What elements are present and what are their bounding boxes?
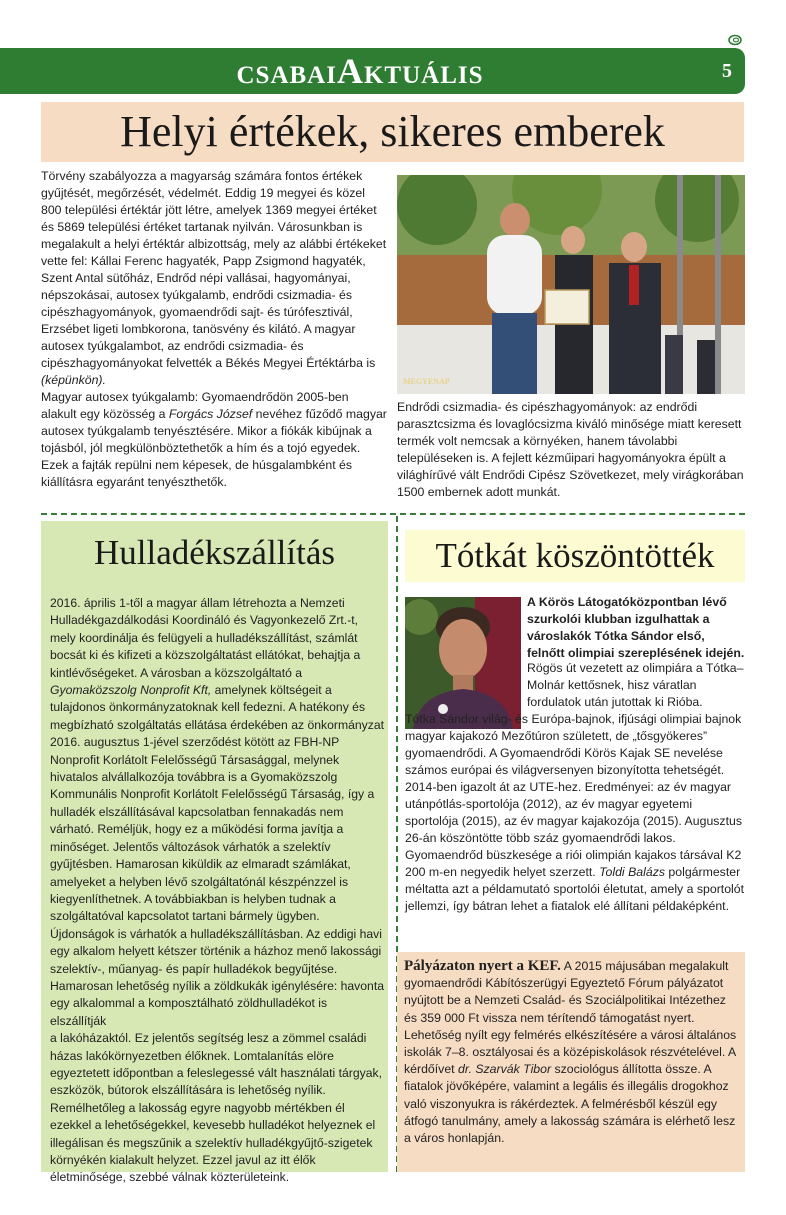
waste-text-1: 2016. április 1-től a magyar állam létrehozta a Nemzeti Hulladékgazdálkodási Koordináló és Vagyonkezelő Zrt.-t, mely koordinálja és felügyeli a hulladékszállítást, számlát bocsát ki és kifizeti a közszolgáltatást ellátókat, behajtja a kintlévőségeket. A városban a közszolgáltató a bbox=[50, 596, 361, 680]
horizontal-divider bbox=[41, 513, 745, 515]
kef-text-1: A 2015 májusában megalakult gyomaendrődi Kábítószerügyi Egyeztető Fórum pályázatot nyújtott be a Nemzeti Család- és Szociálpolitikai Intézethez és 359 000 Ft vissza nem térítendő támogatást nyert. Lehetőség nyílt egy felmérés elkészítésére a városi általános iskolák 7–8. osztályosai és a középiskolások részvételével. A kérdőívet bbox=[404, 959, 737, 1077]
intro-text-1: Törvény szabályozza a magyarság számára fontos értékek gyűjtését, megőrzését, védelmét. Eddig 19 megyei és közel 800 települési értéktár jött létre, amelyek 1369 megyei értéket és 5869 települési értéket tartanak nyilván. Városunkban is megalakult a helyi értéktár albizottság, mely az alábbi értékeket vette fel: Kállai Ferenc hagyaték, Papp Zsigmond hagyaték, Szent Antal sütőház, Endrőd népi vallásai, hagyományai, népszokásai, autosex tyúkgalamb, endrődi csizmadia- és cipészhagyományok, gyomaendrődi sajt- és túrófesztivál, Erzsébet ligeti lombkorona, tanösvény és kilátó. A magyar autosex tyúkgalambot, az endrődi csizmadia- és cipészhagyományokat felvették a Békés Megyei Értéktárba is bbox=[41, 169, 387, 370]
masthead bbox=[40, 48, 680, 94]
kef-text-2: szociológus állította össze. A fiatalok jövőképére, valamint a legális és illegális drogokhoz való viszonyukra is rákérdeztek. A felmérésből készül egy átfogó tanulmány, amely a lakosság számára is elérhető lesz a város honlapján. bbox=[404, 1062, 736, 1146]
page-number: 5 bbox=[722, 60, 732, 82]
totka-paragraph-1: Rögös út vezetett az olimpiára a Tótka–Molnár kettősnek, hisz váratlan fordulatok után jutottak ki Rióba. bbox=[527, 661, 744, 709]
masthead-part2: A bbox=[336, 51, 364, 91]
totka-text-2: Tótka Sándor világ- és Európa-bajnok, ifjúsági olimpiai bajnok magyar kajakozó Mezőtúron született, de „tősgyökeres” gyomaendrődi. A Gyomaendrődi Körös Kajak SE nevelése számos európai és világversenyen bizonyította tehetségét. 2014-ben igazolt át az UTE-hez. Eredményei: az év magyar utánpótlás-sportolója (2012), az év magyar egyetemi sportolója (2015), az év magyar kajakozója (2015). Augusztus 26-án köszöntötte több száz gyomaendrődi lakos. Gyomaendrőd büszkesége a riói olimpián kajakos társával K2 200 m-en negyedik helyet szerzett. bbox=[405, 712, 742, 879]
waste-article-body bbox=[50, 595, 384, 1187]
intro-italic-1: (képünkön). bbox=[41, 373, 106, 387]
intro-paragraph-1 bbox=[41, 168, 387, 389]
waste-text-2: amelynek költségeit a tulajdonos önkormányzatoknak kell fedezni. A hatékony és megbízható szolgáltatás ellátása érdekében az önkormányzat 2016. augusztus 1-jével szerződést kötött az FBH-NP Nonprofit Korlátolt Felelősségű Társasággal, melynek hivatalos alvállalkozója továbbra is a Gyomaközszolg Kommunális Nonprofit Korlátolt Felelősségű Társaság, így a hulladék elszállításával kapcsolatban fennakadás nem várható. Reméljük, hogy ez a működési forma javítja a minőséget. Jelentős változások várhatók a szelektív gyűjtésben. Hamarosan kiküldik az elmaradt számlákat, amelyeket a helyben lévő szolgáltatónál készpénzzel is kiegyenlíthetnek. A továbbiakban is helyben tudnak a szolgáltatóval kapcsolatot tartani bármely ügyben. Újdonságok is várhatók a hulladékszállításban. Az eddigi havi egy alkalom helyett kétszer történik a házhoz menő lakossági szelektív-, műanyag- és papír hulladékok begyűjtése. Hamarosan lehetőség nyílik a zöldkukák igénylésére: havonta egy alkalommal a komposztálható zöldhulladékot is elszállítják bbox=[50, 683, 385, 1028]
kef-heading: Pályázaton nyert a KEF. bbox=[404, 958, 561, 974]
swirl-icon bbox=[728, 34, 742, 46]
kef-italic: dr. Szarvák Tibor bbox=[458, 1062, 552, 1077]
intro-italic-2: Forgács József bbox=[168, 407, 253, 421]
photo-logo-text: MEGYENAP bbox=[403, 377, 450, 386]
totka-lead-text: A Körös Látogatóközpontban lévő szurkolói klubban izgulhattak a városlakók Tótka Sándor első, felnőtt olimpiai szereplésének idején. bbox=[527, 595, 745, 660]
waste-text-3: a lakóházaktól. Ez jelentős segítség lesz a zömmel családi házas lakókörnyezetben élőknek. Lomtalanítás elöre egyeztetett időpontban a feleslegessé vált használati tárgyak, eszközök, bútorok elszállítására is lehetőség nyílik. Remélhetőleg a lakosság egyre nagyobb mértékben él ezekkel a lehetőségekkel, kevesebb hulladékot helyeznek el illegálisan és megszűnik a szelektív hulladékgyűjtő-szigetek környékén kialakult helyzet. Ezzel javul az itt élők életminősége, szebbé válnak közterületeink. bbox=[50, 1031, 382, 1185]
intro-article bbox=[41, 168, 387, 491]
totka-article-body bbox=[405, 660, 745, 915]
waste-italic: Gyomaközszolg Nonprofit Kft, bbox=[50, 683, 212, 698]
intro-paragraph-2 bbox=[41, 389, 387, 491]
waste-article-title: Hulladékszállítás bbox=[93, 533, 336, 572]
masthead-part3: KTUÁLIS bbox=[363, 62, 484, 89]
totka-paragraph-2 bbox=[405, 711, 745, 915]
masthead-part1: CSABAI bbox=[236, 62, 337, 89]
totka-article-title: Tótkát köszöntötték bbox=[435, 536, 715, 575]
award-photo bbox=[397, 175, 745, 394]
totka-italic: Toldi Balázs bbox=[599, 865, 665, 879]
page-title: Helyi értékek, sikeres emberek bbox=[120, 107, 665, 156]
kef-article-body bbox=[404, 958, 740, 1147]
photo-caption: Endrődi csizmadia- és cipészhagyományok: az endrődi parasztcsizma és lovaglócsizma kiváló minősége miatt keresett termék volt nemcsak a környéken, hanem távolabbi településeken is. A fejlett kézműipari hagyományokra épült a világhírűvé vált Endrődi Cipész Szövetkezet, mely virágkorában 1500 embernek adott munkát. bbox=[397, 400, 744, 499]
intro-text-2b: nevéhez fűződő magyar autosex tyúkgalamb tenyésztésére. Mikor a fiókák kibújnak a tojásból, jól megkülönböztethetők a hím és a tojó egyedek. Ezek a fajták repülni nem képesek, de húsgalambként és kiállításra egyaránt tenyészthetők. bbox=[41, 407, 387, 489]
totka-text-end: polgármester méltatta azt a példamutató sportolói életutat, amely a sportolót jellemzi, így bátran lehet a fiatalok elé állítani példaképként. bbox=[405, 865, 745, 913]
intro-text-2a: Magyar autosex tyúkgalamb: Gyomaendrődön 2005-ben alakult egy közösség a bbox=[41, 390, 349, 421]
